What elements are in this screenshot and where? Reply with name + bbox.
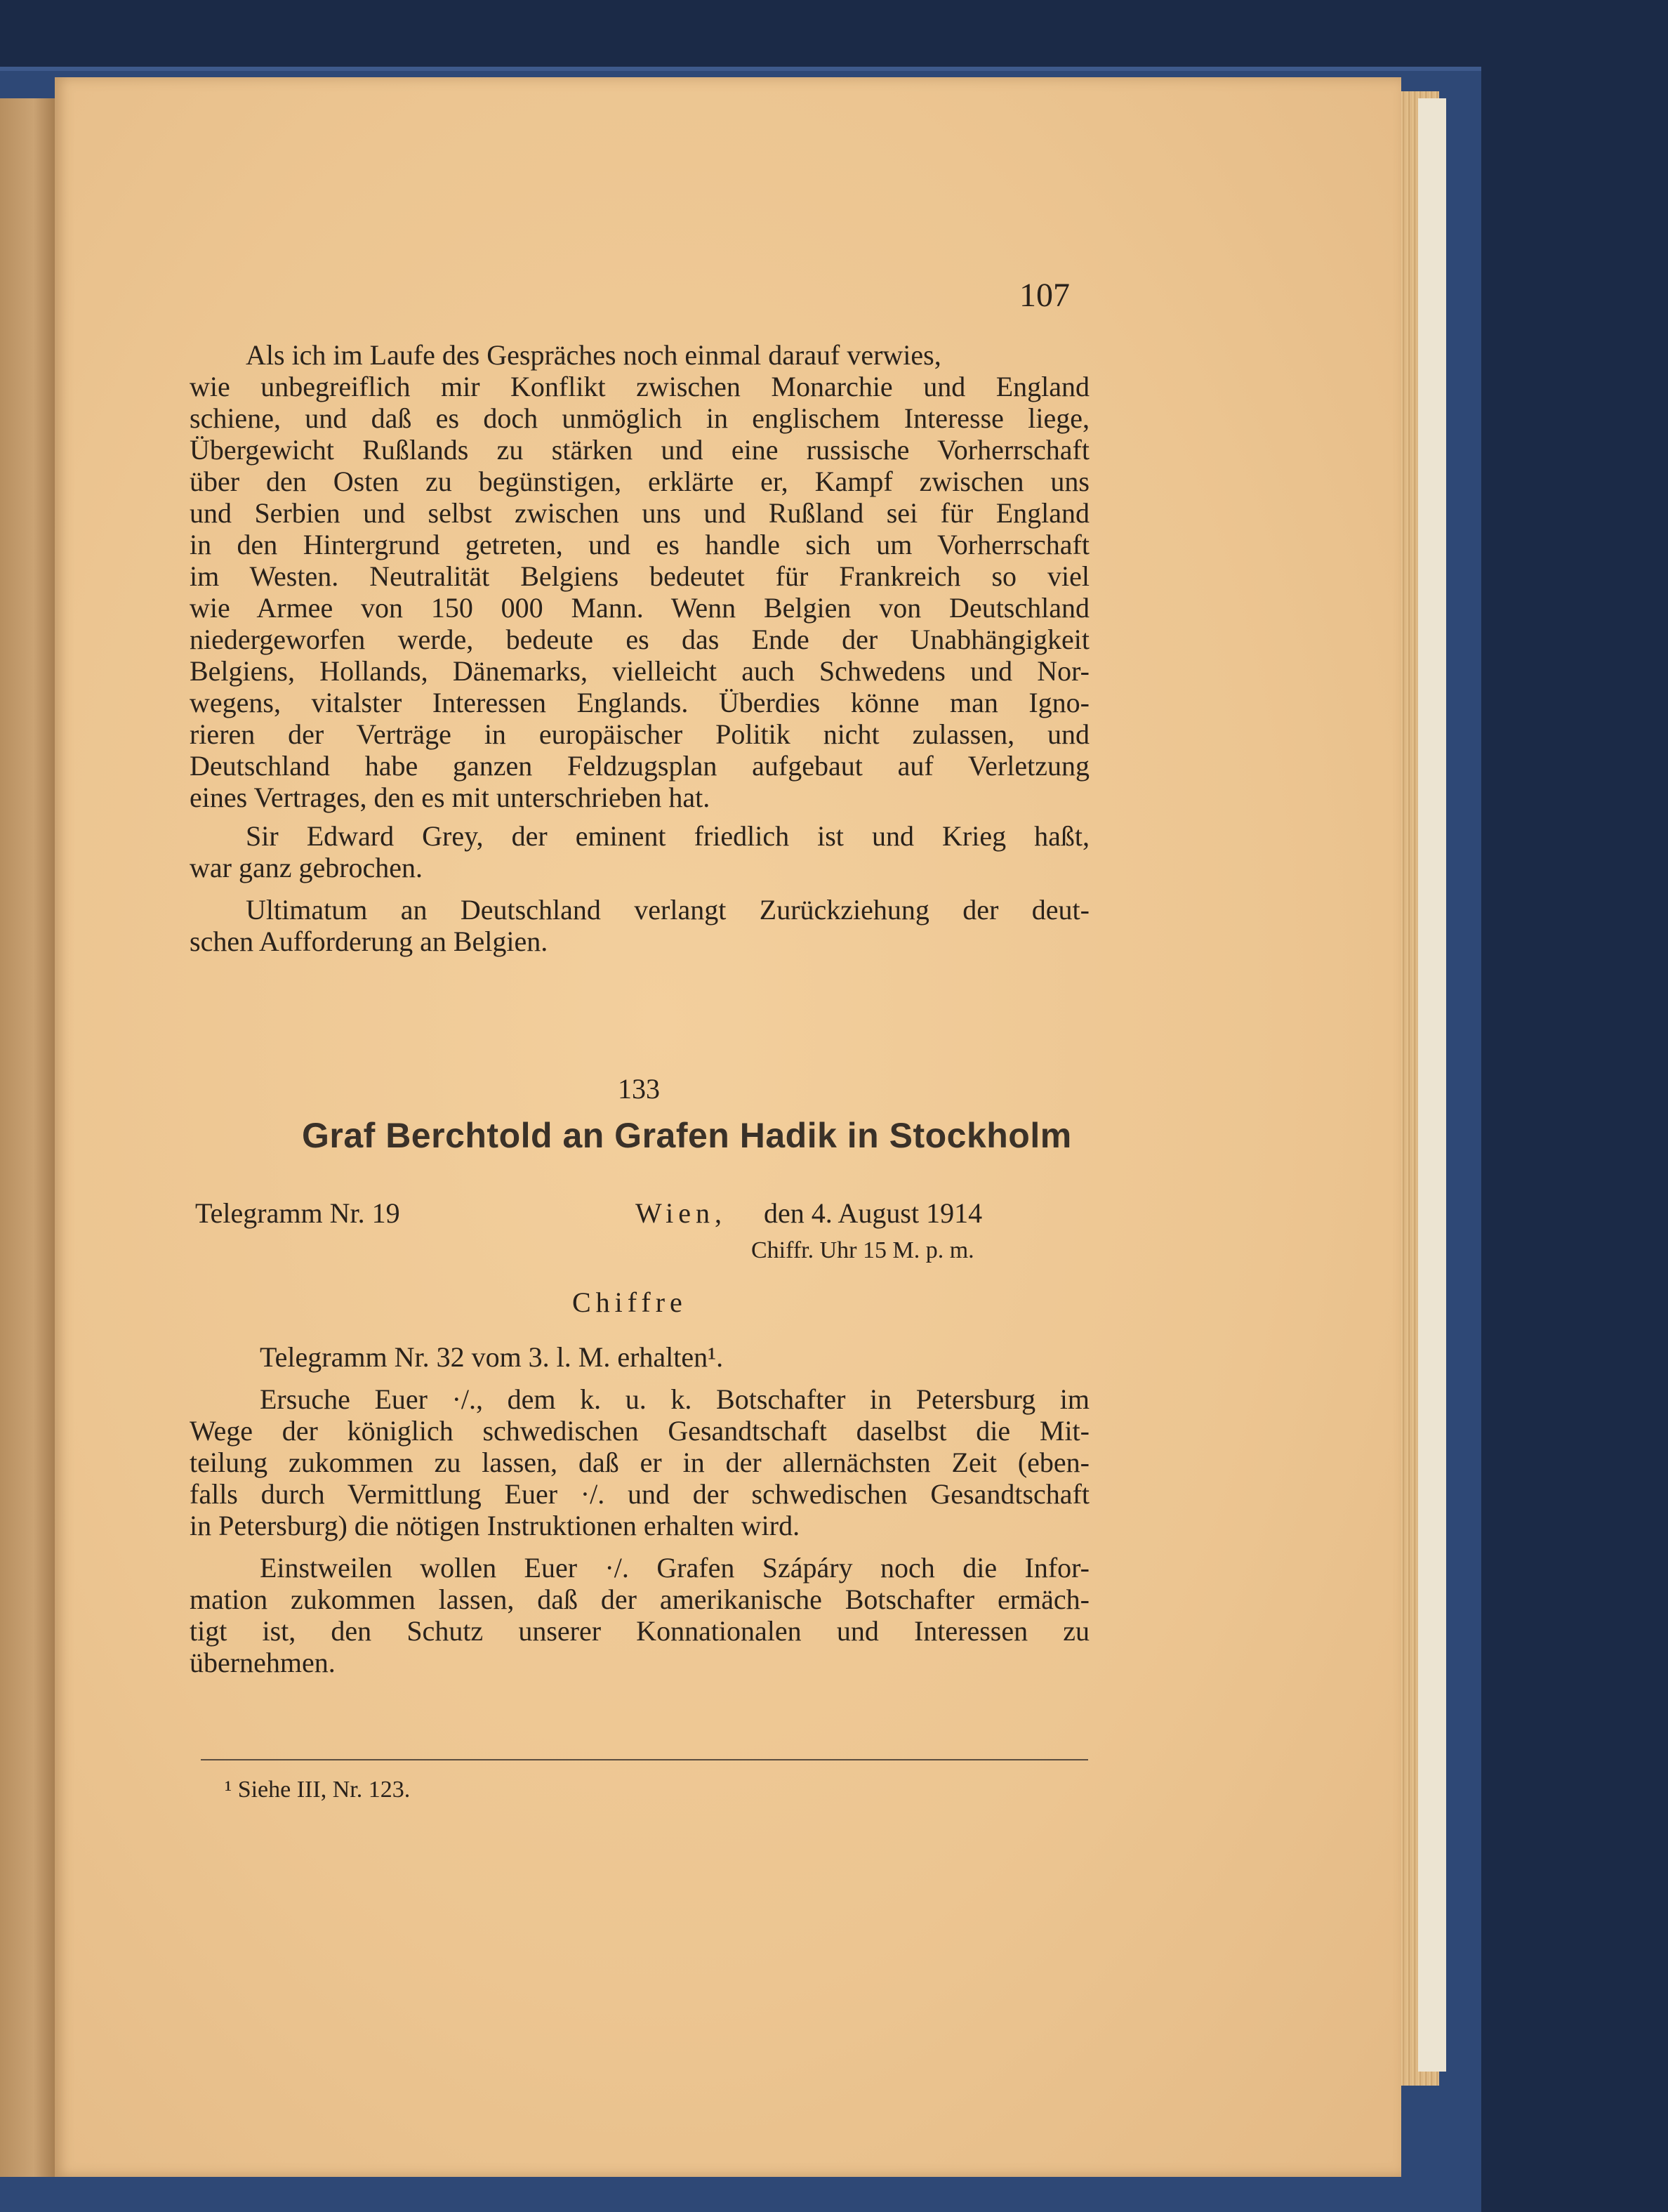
page-number: 107 [1019,277,1070,314]
text-line: eines Vertrages, den es mit unterschrieben hat. [190,782,710,813]
endpaper-edge [1418,98,1446,2072]
text-line: Wege der königlich schwedischen Gesandtschaft daselbst die Mit- [190,1415,1090,1447]
footnote: ¹ Siehe III, Nr. 123. [225,1777,411,1803]
text-line: übernehmen. [190,1647,336,1678]
text-line: rieren der Verträge in europäischer Politik nicht zulassen, und [190,718,1090,750]
cipher-note: Chiffr. Uhr 15 M. p. m. [751,1237,974,1263]
text-line: Übergewicht Rußlands zu stärken und eine russische Vorherrschaft [190,434,1090,466]
text-line: schen Aufforderung an Belgien. [190,926,548,957]
place: Wien, [635,1197,727,1229]
text-line: in den Hintergrund getreten, und es handle sich um Vorherrschaft [190,529,1090,560]
text-line: wie unbegreiflich mir Konflikt zwischen Monarchie und England [190,371,1090,402]
text-line: und Serbien und selbst zwischen uns und Rußland sei für England [190,497,1090,529]
text-line: wie Armee von 150 000 Mann. Wenn Belgien von Deutschland [190,592,1090,624]
date: den 4. August 1914 [764,1197,983,1229]
text-line: falls durch Vermittlung Euer ·/. und der schwedischen Gesandtschaft [190,1478,1090,1510]
cipher-label: Chiffre [572,1286,687,1318]
telegram-label: Telegramm Nr. 19 [195,1197,400,1229]
previous-page-edge [0,98,56,2177]
footnote-rule [201,1759,1088,1760]
text-line: Ersuche Euer ·/., dem k. u. k. Botschafter in Petersburg im [260,1383,1090,1415]
text-line: in Petersburg) die nötigen Instruktionen erhalten wird. [190,1510,800,1541]
text-line: wegens, vitalster Interessen Englands. Überdies könne man Igno- [190,687,1090,718]
text-line: Als ich im Laufe des Gespräches noch einmal darauf verwies, [246,339,941,371]
text-line: Ultimatum an Deutschland verlangt Zurückziehung der deut- [246,894,1090,926]
text-line: teilung zukommen zu lassen, daß er in der allernächsten Zeit (eben- [190,1447,1090,1478]
text-line: im Westen. Neutralität Belgiens bedeutet für Frankreich so viel [190,560,1090,592]
paragraph-4: Telegramm Nr. 32 vom 3. l. M. erhalten¹. [260,1341,724,1373]
document-heading: Graf Berchtold an Grafen Hadik in Stockholm [302,1116,1072,1155]
text-line: schiene, und daß es doch unmöglich in englischem Interesse liege, [190,402,1090,434]
text-line: Sir Edward Grey, der eminent friedlich ist und Krieg haßt, [246,820,1090,852]
text-line: Deutschland habe ganzen Feldzugsplan aufgebaut auf Verletzung [190,750,1090,782]
text-line: niedergeworfen werde, bedeute es das Ende der Unabhängigkeit [190,624,1090,655]
text-line: Belgiens, Hollands, Dänemarks, vielleicht auch Schwedens und Nor- [190,655,1090,687]
document-number: 133 [618,1073,660,1105]
text-line: über den Osten zu begünstigen, erklärte er, Kampf zwischen uns [190,466,1090,497]
text-line: tigt ist, den Schutz unserer Konnationalen und Interessen zu [190,1615,1090,1647]
text-line: mation zukommen lassen, daß der amerikanische Botschafter ermäch- [190,1584,1090,1615]
text-line: war ganz gebrochen. [190,852,423,883]
text-line: Einstweilen wollen Euer ·/. Grafen Szápáry noch die Infor- [260,1552,1090,1584]
